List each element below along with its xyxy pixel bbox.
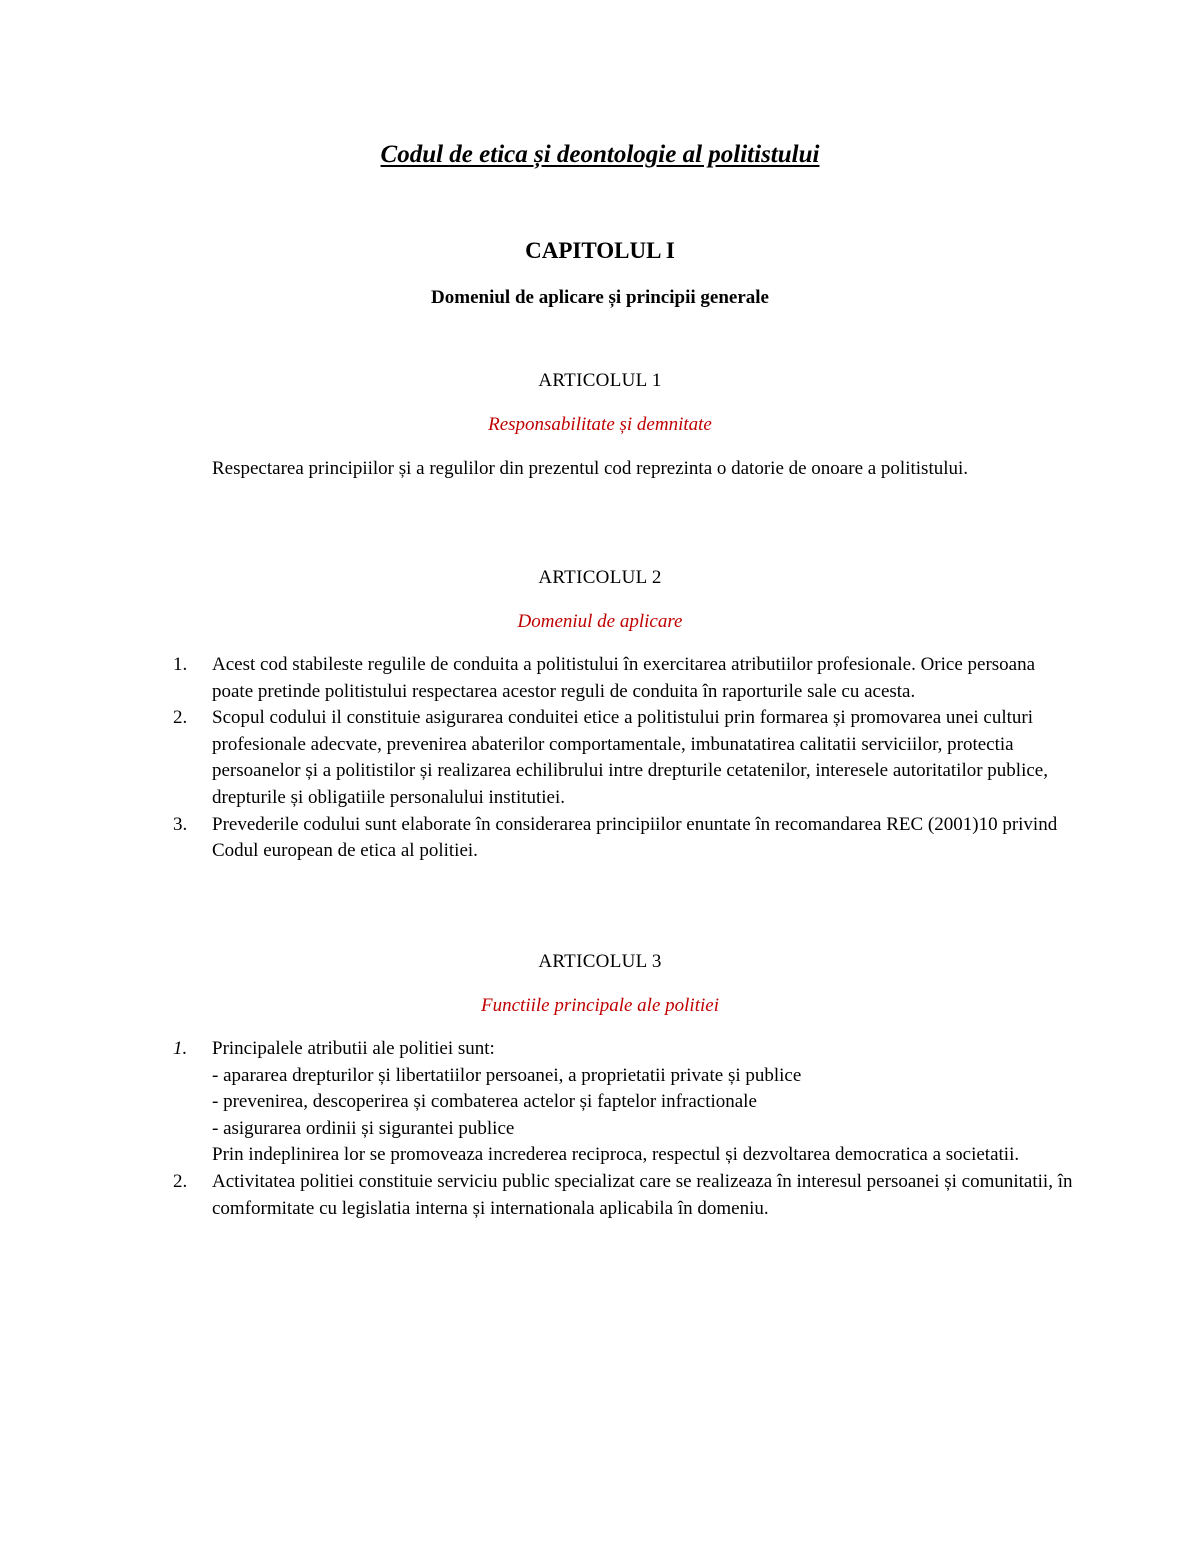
chapter-heading: CAPITOLUL I — [525, 238, 675, 263]
list-item-lead: Principalele atributii ale politiei sunt: — [212, 1038, 495, 1059]
list-number: 1. — [173, 1038, 188, 1059]
list-number: 2. — [173, 1170, 188, 1192]
article-1-paragraph: Respectarea principiilor și a regulilor din prezentul cod reprezinta o datorie de onoare a politistului. — [212, 458, 969, 479]
list-item — [139, 1169, 1079, 1222]
bullet-line: - apararea drepturilor și libertatiilor persoanei, a proprietatii private și publice — [212, 1064, 802, 1086]
list-item-closing: Prin indeplinirea lor se promoveaza increderea reciproca, respectul și dezvoltarea democratica a societatii. — [212, 1144, 1020, 1166]
chapter-subtitle: Domeniul de aplicare și principii generale — [431, 287, 769, 308]
document-title: Codul de etica și deontologie al politistului — [380, 141, 820, 168]
list-item-text: Prevederile codului sunt elaborate în considerarea principiilor enuntate în recomandarea REC (2001)10 privind Codul european de etica al politiei. — [212, 813, 1058, 862]
article-2-subtitle: Domeniul de aplicare — [517, 611, 683, 632]
list-number: 1. — [173, 654, 188, 675]
bullet-line: - asigurarea ordinii și sigurantei publice — [212, 1117, 515, 1139]
article-2-heading: ARTICOLUL 2 — [538, 567, 662, 588]
bullet-line: - prevenirea, descoperirea și combaterea actelor și faptelor infractionale — [212, 1091, 757, 1113]
list-item-text: Acest cod stabileste regulile de conduita a politistului în exercitarea atributiilor profesionale. Orice persoana poate pretinde politistului respectarea acestor reguli de conduita în raporturile sale cu acesta. — [212, 654, 1036, 702]
article-3-subtitle: Functiile principale ale politiei — [481, 995, 719, 1016]
list-item — [139, 812, 1079, 865]
list-item — [139, 652, 1079, 705]
list-number: 3. — [173, 813, 188, 835]
article-2-list — [139, 652, 1079, 865]
list-number: 2. — [173, 707, 188, 729]
list-item — [139, 705, 1079, 811]
list-item — [139, 1036, 1079, 1169]
list-item-text: Activitatea politiei constituie serviciu public specializat care se realizeaza în interesul persoanei și comunitatii, în comformitate cu legislatia interna și internationala aplicabila în domeniu. — [212, 1170, 1073, 1219]
article-3-list — [139, 1036, 1079, 1222]
article-1-subtitle: Responsabilitate și demnitate — [488, 414, 712, 435]
article-1-heading: ARTICOLUL 1 — [538, 370, 662, 391]
article-3-heading: ARTICOLUL 3 — [538, 951, 662, 972]
list-item-text: Scopul codului il constituie asigurarea conduitei etice a politistului prin formarea și promovarea unei culturi profesionale adecvate, prevenirea abaterilor comportamentale, imbunatatirea calitatii serviciilor, protectia persoanelor și a politistilor și realizarea echilibrului intre drepturile cetatenilor, interesele autoritatilor publice, drepturile și obligatiile personalului institutiei. — [212, 707, 1048, 808]
